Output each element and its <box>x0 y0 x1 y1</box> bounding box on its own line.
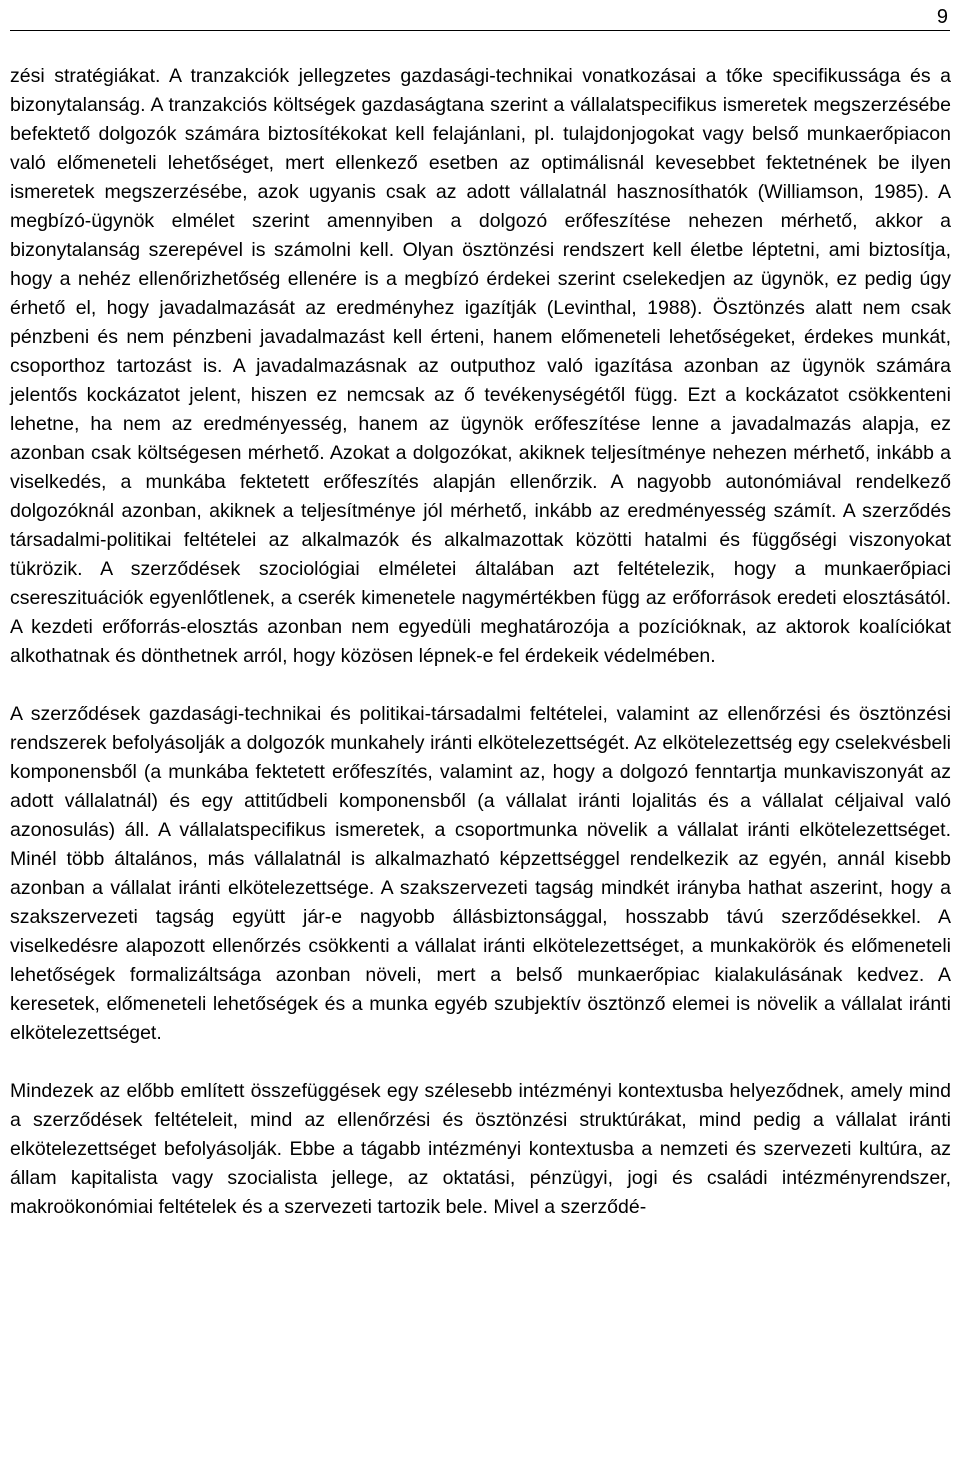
paragraph: zési stratégiákat. A tranzakciók jellegzetes gazdasági-technikai vonatkozásai a tőke specifikussága és a bizonytalanság. A tranzakciós költségek gazdaságtana szerint a vállalatspecifikus ismeretek megszerzésébe befektető dolgozók számára biztosítékokat kell felajánlani, pl. tulajdonjogokat vagy belső munkaerőpiacon való előmeneteli lehetőséget, mert ellenkező esetben az optimálisnál kevesebbet fektetnének be ilyen ismeretek megszerzésébe, azok ugyanis csak az adott vállalatnál hasznosíthatók (Williamson, 1985). A megbízó-ügynök elmélet szerint amennyiben a dolgozó erőfeszítése nehezen mérhető, akkor a bizonytalanság szerepével is számolni kell. Olyan ösztönzési rendszert kell életbe léptetni, ami biztosítja, hogy a nehéz ellenőrizhetőség ellenére is a megbízó érdekei szerint cselekedjen az ügynök, ez pedig úgy érhető el, hogy javadalmazását az eredményhez igazítják (Levinthal, 1988). Ösztönzés alatt nem csak pénzbeni és nem pénzbeni javadalmazást kell érteni, hanem előmeneteli lehetőségeket, érdekes munkát, csoporthoz tartozást is. A javadalmazásnak az outputhoz való igazítása azonban az ügynök számára jelentős kockázatot jelent, hiszen ez nemcsak az ő tevékenységétől függ. Ezt a kockázatot csökkenteni lehetne, ha nem az eredményesség, hanem az ügynök erőfeszítése lenne a javadalmazás alapja, ez azonban csak költségesen mérhető. Azokat a dolgozókat, akiknek teljesítménye nehezen mérhető, inkább a viselkedés, a munkába fektetett erőfeszítés alapján ellenőrzik. A nagyobb autonómiával rendelkező dolgozóknál azonban, akiknek a teljesítménye jól mérhető, inkább az eredményesség számít. A szerződés társadalmi-politikai feltételei az alkalmazók és alkalmazottak közötti hatalmi és függőségi viszonyokat tükrözik. A szerződések szociológiai elméletei általában azt feltételezik, hogy a munkaerőpiaci csereszituációk egyenlőtlenek, a cserék kimenetele nagymértékben függ az erőforrások eredeti elosztásától. A kezdeti erőforrás-elosztás azonban nem egyedüli meghatározója a pozícióknak, az aktorok koalíciókat alkothatnak és dönthetnek arról, hogy közösen lépnek-e fel érdekeik védelmében. <box>10 65 951 667</box>
document-body <box>10 62 951 1251</box>
page-header <box>10 0 950 31</box>
paragraph: A szerződések gazdasági-technikai és politikai-társadalmi feltételei, valamint az ellenőrzési és ösztönzési rendszerek befolyásolják a dolgozók munkahely iránti elkötelezettségét. Az elkötelezettség egy cselekvésbeli komponensből (a munkába fektetett erőfeszítés, valamint az, hogy a dolgozó fenntartja munkaviszonyát az adott vállalatnál) és egy attitűdbeli komponensből (a vállalat iránti lojalitás és a vállalat céljaival való azonosulás) áll. A vállalatspecifikus ismeretek, a csoportmunka növelik a vállalat iránti elkötelezettséget. Minél több általános, más vállalatnál is alkalmazható képzettséggel rendelkezik az egyén, annál kisebb azonban a vállalat iránti elkötelezettsége. A szakszervezeti tagság mindkét irányba hathat aszerint, hogy a szakszervezeti tagság együtt jár-e nagyobb állásbiztonsággal, hosszabb távú szerződésekkel. A viselkedésre alapozott ellenőrzés csökkenti a vállalat iránti elkötelezettséget, a munkakörök és előmeneteli lehetőségek formalizáltsága azonban növeli, mert a belső munkaerőpiac kialakulásának kedvez. A keresetek, előmeneteli lehetőségek és a munka egyéb szubjektív ösztönző elemei is növelik a vállalat iránti elkötelezettséget. <box>10 703 951 1044</box>
paragraph: Mindezek az előbb említett összefüggések egy szélesebb intézményi kontextusba helyeződnek, amely mind a szerződések feltételeit, mind az ellenőrzési és ösztönzési struktúrákat, mind pedig a vállalat iránti elkötelezettséget befolyásolják. Ebbe a tágabb intézményi kontextusba a nemzeti és szervezeti kultúra, az állam kapitalista vagy szocialista jellege, az oktatási, pénzügyi, jogi és családi intézményrendszer, makroökonómiai feltételek és a szervezeti tartozik bele. Mivel a szerződé- <box>10 1080 951 1218</box>
page-number: 9 <box>936 6 948 28</box>
